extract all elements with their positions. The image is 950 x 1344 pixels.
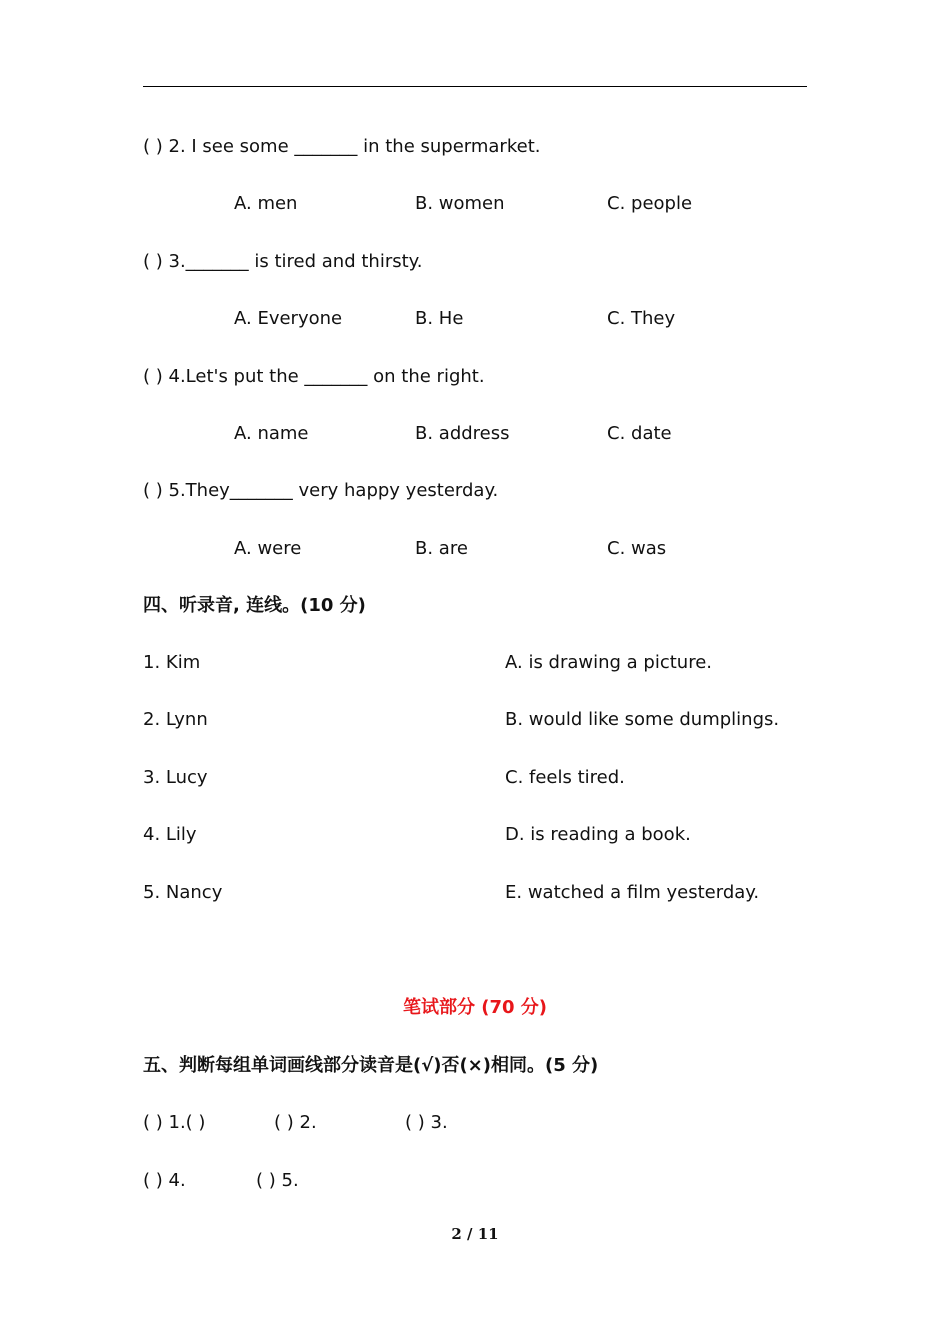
judge-item: ( ) 2. [274,1112,317,1133]
header-rule [143,86,807,87]
heading-text: 五、判断每组单词画线部分读音是(√)否(×)相同。(5 分) [143,1055,599,1076]
option-b: B. address [415,423,510,444]
question-2 [0,134,950,160]
section-5-heading [0,1053,950,1079]
heading-text: 四、听录音, 连线。(10 分) [143,595,366,616]
option-c: C. people [607,193,693,214]
option-a: A. were [234,538,302,559]
match-phrase: B. would like some dumplings. [505,709,780,730]
question-5-options [0,536,950,562]
question-stem: ( ) 4.Let's put the _______ on the right. [143,366,485,387]
judge-row-2 [0,1168,950,1194]
option-a: A. name [234,423,309,444]
option-b: B. are [415,538,468,559]
match-row [0,707,950,733]
written-part-title: 笔试部分 (70 分) [402,997,548,1018]
match-phrase: E. watched a film yesterday. [505,882,760,903]
match-name: 1. Kim [143,652,201,673]
question-stem: ( ) 5.They_______ very happy yesterday. [143,480,499,501]
match-phrase: A. is drawing a picture. [505,652,713,673]
question-4-options [0,421,950,447]
option-c: C. They [607,308,676,329]
match-name: 3. Lucy [143,767,208,788]
option-a: A. men [234,193,298,214]
question-stem: ( ) 3._______ is tired and thirsty. [143,251,423,272]
page-number: 2 / 11 [451,1225,499,1243]
option-b: B. He [415,308,464,329]
question-2-options [0,191,950,217]
judge-item: ( ) 5. [256,1170,299,1191]
question-3 [0,249,950,275]
question-3-options [0,306,950,332]
judge-item: ( ) 4. [143,1170,186,1191]
match-name: 5. Nancy [143,882,223,903]
option-a: A. Everyone [234,308,343,329]
judge-item: ( ) 3. [405,1112,448,1133]
judge-item: ( ) 1.( ) [143,1112,206,1133]
section-4-heading [0,593,950,619]
match-row [0,822,950,848]
match-row [0,765,950,791]
match-row [0,880,950,906]
judge-row-1 [0,1110,950,1136]
match-row [0,650,950,676]
option-c: C. date [607,423,672,444]
option-b: B. women [415,193,505,214]
match-phrase: D. is reading a book. [505,824,691,845]
match-name: 2. Lynn [143,709,208,730]
match-name: 4. Lily [143,824,197,845]
question-stem: ( ) 2. I see some _______ in the supermarket. [143,136,541,157]
option-c: C. was [607,538,667,559]
question-4 [0,364,950,390]
match-phrase: C. feels tired. [505,767,625,788]
question-5 [0,478,950,504]
